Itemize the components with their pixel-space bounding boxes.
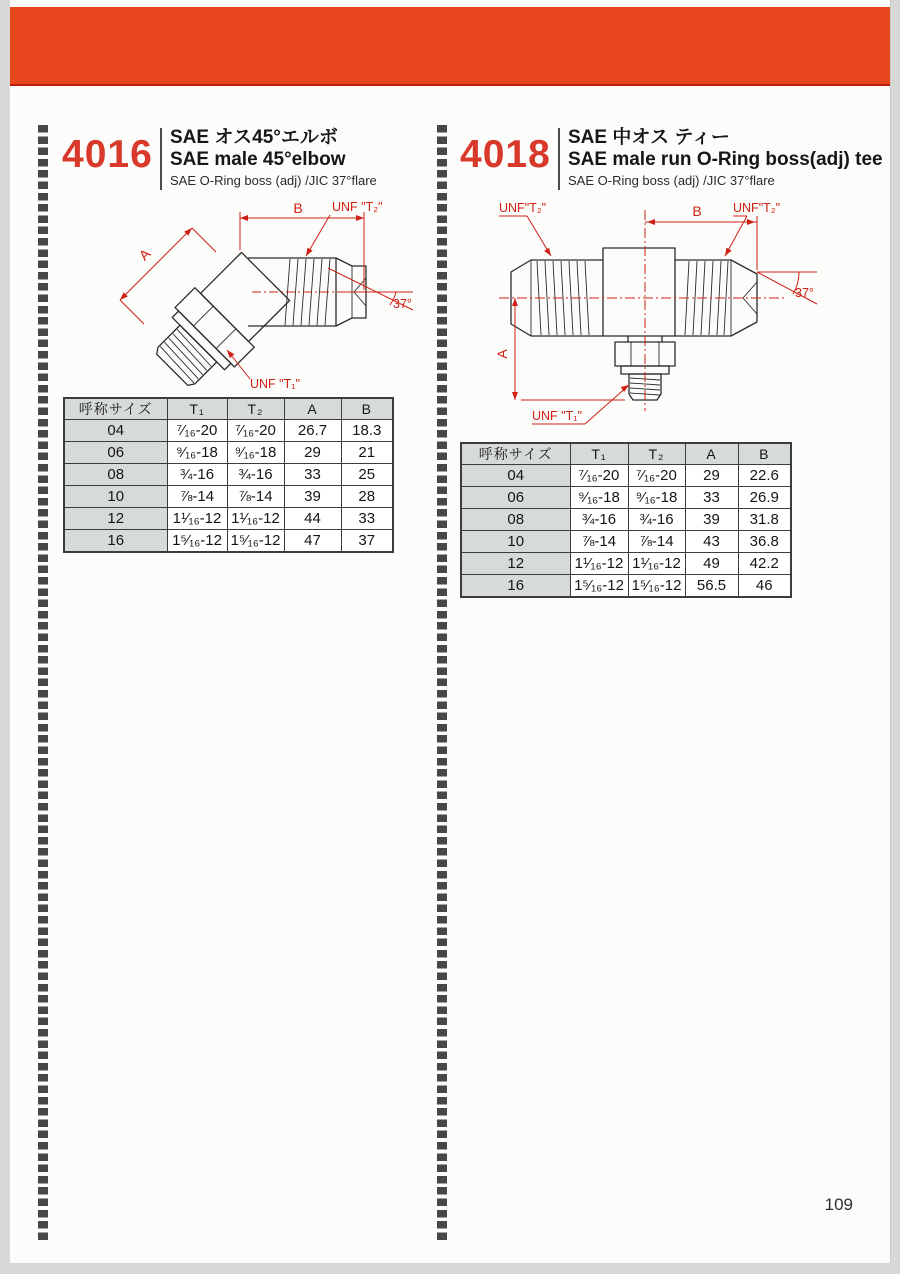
- dim-label-b: B: [692, 203, 702, 219]
- table-cell: 16: [461, 575, 570, 598]
- table-header-cell: T₂: [227, 398, 284, 420]
- table-cell: 1⁵⁄₁₆-12: [167, 530, 227, 553]
- table-cell: ¾-16: [227, 464, 284, 486]
- product-subtitle: SAE O-Ring boss (adj) /JIC 37°flare: [568, 173, 775, 188]
- table-cell: 37: [341, 530, 393, 553]
- table-cell: ⁷⁄₁₆-20: [570, 465, 628, 487]
- table-cell: ⁷⁄₁₆-20: [628, 465, 685, 487]
- table-cell: ⅞-14: [227, 486, 284, 508]
- table-cell: 10: [461, 531, 570, 553]
- table-cell: 12: [64, 508, 167, 530]
- table-cell: 44: [284, 508, 341, 530]
- table-cell: 06: [64, 442, 167, 464]
- dim-label-a: A: [494, 349, 510, 359]
- dotted-divider-left: [38, 125, 48, 1243]
- table-cell: 1¹⁄₁₆-12: [227, 508, 284, 530]
- table-cell: 1¹⁄₁₆-12: [628, 553, 685, 575]
- spec-table-4016: [63, 397, 394, 553]
- product-code: 4016: [62, 133, 153, 176]
- table-cell: 16: [64, 530, 167, 553]
- table-cell: 25: [341, 464, 393, 486]
- dim-label-t1: UNF "T₁": [532, 409, 582, 423]
- table-cell: 04: [64, 420, 167, 442]
- table-cell: 33: [341, 508, 393, 530]
- spec-table-4018: [460, 442, 792, 598]
- table-cell: 1⁵⁄₁₆-12: [628, 575, 685, 598]
- table-cell: 06: [461, 487, 570, 509]
- table-cell: ⅞-14: [167, 486, 227, 508]
- dim-label-t1: UNF "T₁": [250, 377, 300, 391]
- table-cell: 18.3: [341, 420, 393, 442]
- table-cell: ¾-16: [628, 509, 685, 531]
- table-cell: ⅞-14: [570, 531, 628, 553]
- table-cell: 42.2: [738, 553, 791, 575]
- table-cell: 22.6: [738, 465, 791, 487]
- dotted-divider-middle: [437, 125, 447, 1243]
- table-cell: 49: [685, 553, 738, 575]
- paper-background: [10, 0, 891, 1263]
- table-cell: 1⁵⁄₁₆-12: [570, 575, 628, 598]
- table-cell: 1⁵⁄₁₆-12: [227, 530, 284, 553]
- table-cell: 39: [284, 486, 341, 508]
- table-header-cell: 呼称サイズ: [461, 443, 570, 465]
- table-cell: ⁷⁄₁₆-20: [227, 420, 284, 442]
- table-cell: 21: [341, 442, 393, 464]
- title-divider: [558, 128, 560, 190]
- technical-drawing-4018-tee: [485, 196, 820, 438]
- dim-label-a: A: [135, 245, 154, 264]
- table-cell: 39: [685, 509, 738, 531]
- table-cell: 10: [64, 486, 167, 508]
- table-header-cell: 呼称サイズ: [64, 398, 167, 420]
- product-code: 4018: [460, 133, 551, 176]
- table-cell: 1¹⁄₁₆-12: [167, 508, 227, 530]
- table-cell: ¾-16: [570, 509, 628, 531]
- product-title-en: SAE male run O-Ring boss(adj) tee: [568, 149, 883, 170]
- product-subtitle: SAE O-Ring boss (adj) /JIC 37°flare: [170, 173, 377, 188]
- table-header-cell: A: [284, 398, 341, 420]
- product-title-en: SAE male 45°elbow: [170, 149, 346, 170]
- table-cell: 08: [461, 509, 570, 531]
- table-cell: 33: [685, 487, 738, 509]
- product-title-jp: SAE オス45°エルボ: [170, 127, 338, 148]
- table-cell: 29: [685, 465, 738, 487]
- table-cell: 28: [341, 486, 393, 508]
- table-cell: 43: [685, 531, 738, 553]
- table-header-cell: T₁: [167, 398, 227, 420]
- product-title-jp: SAE 中オス ティー: [568, 127, 730, 148]
- table-header-cell: T₂: [628, 443, 685, 465]
- dim-label-angle: 37°: [393, 297, 412, 311]
- title-divider: [160, 128, 162, 190]
- table-cell: 56.5: [685, 575, 738, 598]
- table-cell: 08: [64, 464, 167, 486]
- table-cell: 47: [284, 530, 341, 553]
- dim-label-t2-right: UNF"T₂": [733, 201, 781, 215]
- table-cell: 1¹⁄₁₆-12: [570, 553, 628, 575]
- table-cell: ⁹⁄₁₆-18: [628, 487, 685, 509]
- header-red-band: [10, 7, 890, 86]
- page-number: 109: [824, 1195, 853, 1214]
- table-cell: 26.9: [738, 487, 791, 509]
- table-cell: ⁹⁄₁₆-18: [167, 442, 227, 464]
- table-header-cell: B: [738, 443, 791, 465]
- technical-drawing-4016-elbow: [100, 198, 415, 396]
- table-cell: 36.8: [738, 531, 791, 553]
- table-cell: 29: [284, 442, 341, 464]
- table-cell: 12: [461, 553, 570, 575]
- dim-label-angle: 37°: [795, 286, 814, 300]
- table-cell: ⁹⁄₁₆-18: [227, 442, 284, 464]
- table-cell: ⁹⁄₁₆-18: [570, 487, 628, 509]
- dim-label-t2: UNF "T₂": [332, 200, 383, 214]
- table-cell: ¾-16: [167, 464, 227, 486]
- table-header-cell: A: [685, 443, 738, 465]
- table-cell: ⅞-14: [628, 531, 685, 553]
- dim-label-b: B: [293, 200, 303, 216]
- table-cell: 33: [284, 464, 341, 486]
- table-cell: 26.7: [284, 420, 341, 442]
- table-cell: ⁷⁄₁₆-20: [167, 420, 227, 442]
- table-cell: 04: [461, 465, 570, 487]
- table-cell: 31.8: [738, 509, 791, 531]
- table-header-cell: T₁: [570, 443, 628, 465]
- dim-label-t2-left: UNF"T₂": [499, 201, 547, 215]
- table-cell: 46: [738, 575, 791, 598]
- table-header-cell: B: [341, 398, 393, 420]
